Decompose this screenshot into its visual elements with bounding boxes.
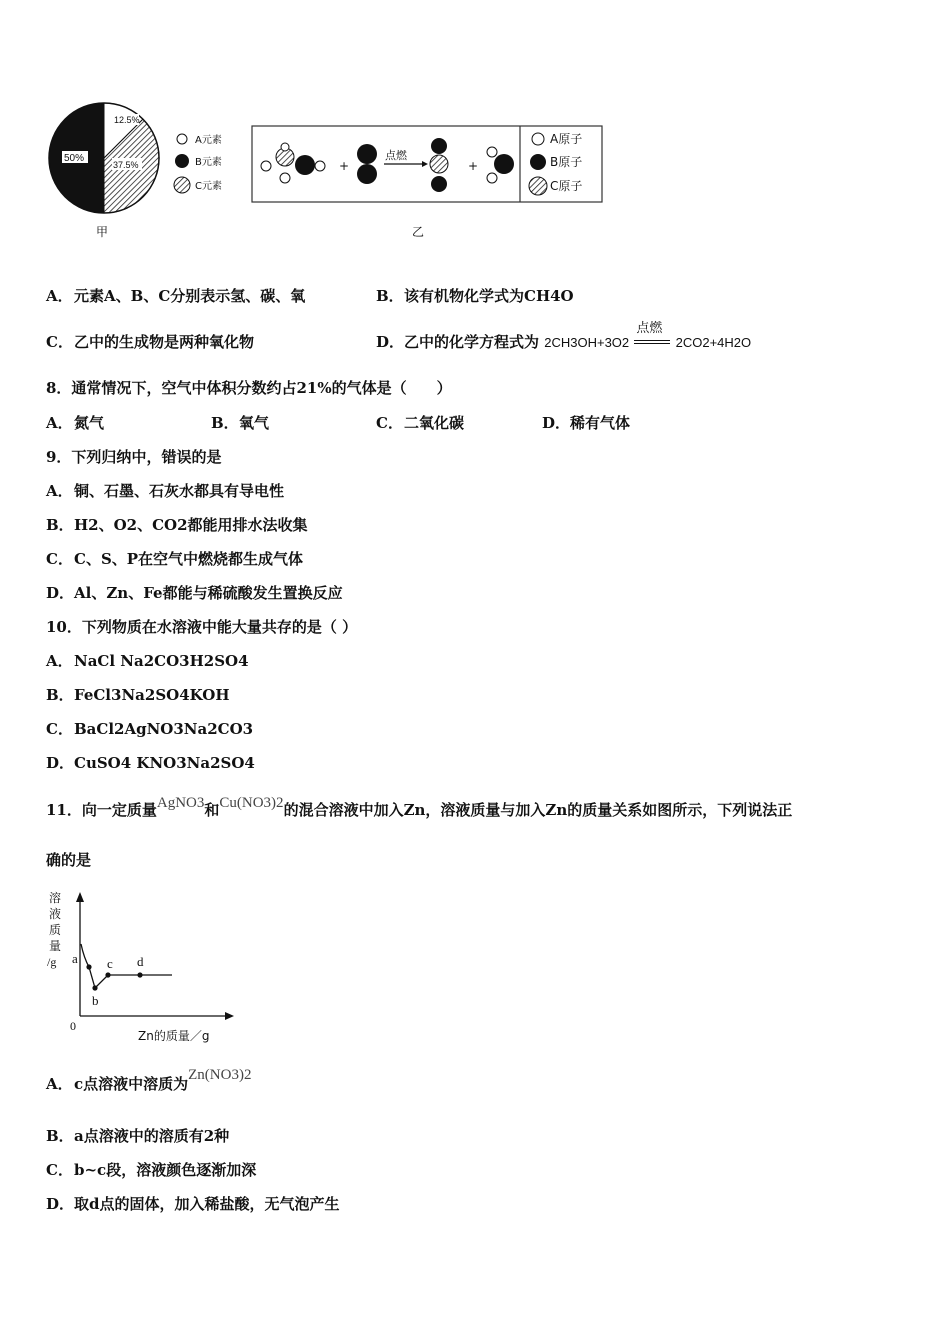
option-label: D． — [46, 1195, 75, 1213]
option-text: C、S、P在空气中燃烧都生成气体 — [74, 550, 304, 568]
label-d: d — [137, 954, 144, 969]
option-label: B． — [46, 516, 74, 534]
oxygen-molecule — [357, 144, 377, 184]
option-label: A． — [46, 414, 73, 432]
zn-nitrate-formula: Zn(NO3)2 — [188, 1067, 252, 1083]
q8-stem: 8．通常情况下，空气中体积分数约占21%的气体是（ ） — [46, 379, 452, 397]
q11-salt2: Cu(NO3)2 — [219, 795, 284, 811]
q10-stem: 10．下列物质在水溶液中能大量共存的是（ ） — [46, 618, 358, 636]
q11-salt1: AgNO3 — [156, 795, 205, 811]
pie-label-c: 37.5% — [113, 160, 139, 170]
q9-option-c[interactable] — [46, 549, 303, 569]
option-text: NaCl Na2CO3H2SO4 — [74, 652, 249, 670]
pie-legend-c: C元素 — [195, 181, 222, 192]
pie-label-a: 12.5% — [114, 115, 140, 125]
option-text: 该有机物化学式为CH4O — [404, 287, 574, 305]
y-label-4: 量 — [49, 939, 62, 953]
pie-caption: 甲 — [96, 225, 109, 239]
option-text: FeCl3Na2SO4KOH — [74, 686, 230, 704]
pie-legend-a: A元素 — [195, 135, 222, 146]
q10-option-a[interactable] — [46, 651, 249, 671]
y-label-5: /g — [47, 955, 57, 969]
option-text: CuSO4 KNO3Na2SO4 — [74, 754, 255, 772]
q10-option-b[interactable] — [46, 685, 230, 705]
option-text: Al、Zn、Fe都能与稀硫酸发生置换反应 — [74, 584, 343, 602]
q8-option-a[interactable] — [46, 413, 104, 433]
option-label: A． — [46, 1075, 73, 1093]
option-text: 稀有气体 — [570, 414, 631, 432]
q8-option-d[interactable] — [542, 413, 630, 433]
option-text: 二氧化碳 — [404, 414, 465, 432]
option-label: C． — [46, 720, 73, 738]
water-molecule — [487, 147, 514, 183]
pie-legend — [174, 133, 222, 193]
option-label: D． — [46, 754, 75, 772]
q11-stem-part2: 和 — [204, 801, 220, 819]
reaction-legend-b: B原子 — [550, 155, 583, 169]
reaction-caption: 乙 — [412, 225, 425, 239]
co2-molecule — [430, 138, 448, 192]
option-text: a点溶液中的溶质有2种 — [74, 1127, 230, 1145]
q7-option-c[interactable] — [46, 332, 254, 352]
option-text: H2、O2、CO2都能用排水法收集 — [74, 516, 308, 534]
option-text: c点溶液中溶质为 — [74, 1075, 189, 1093]
option-label: C． — [376, 414, 403, 432]
option-label: C． — [46, 1161, 73, 1179]
q11-option-d[interactable] — [46, 1194, 340, 1214]
equation-arrow — [634, 321, 670, 350]
q7-option-a[interactable] — [46, 286, 305, 306]
equation-right: 2CO2+4H2O — [675, 335, 752, 350]
option-text: 元素A、B、C分别表示氢、碳、氧 — [74, 287, 306, 305]
q11-stem — [46, 796, 792, 825]
option-text: 氮气 — [74, 414, 105, 432]
q11-option-c[interactable] — [46, 1160, 256, 1180]
q8-option-c[interactable] — [376, 413, 464, 433]
q11-graph — [44, 888, 244, 1048]
option-label: A． — [46, 652, 73, 670]
plus-1: + — [339, 159, 350, 173]
label-a: a — [72, 951, 78, 966]
methanol-molecule — [261, 143, 325, 183]
option-label: D． — [376, 333, 405, 351]
equation-condition: 点燃 — [636, 321, 663, 336]
plus-2: + — [468, 159, 479, 173]
option-label: C． — [46, 333, 73, 351]
q9-option-b[interactable] — [46, 515, 308, 535]
option-label: A． — [46, 482, 73, 500]
option-label: D． — [542, 414, 571, 432]
option-label: B． — [46, 686, 74, 704]
q8-option-b[interactable] — [211, 413, 269, 433]
option-text: b~c段，溶液颜色逐渐加深 — [74, 1161, 257, 1179]
reaction-diagram — [252, 126, 602, 202]
option-text: 铜、石墨、石灰水都具有导电性 — [74, 482, 285, 500]
q10-option-c[interactable] — [46, 719, 253, 739]
label-b: b — [92, 993, 99, 1008]
q9-stem: 9．下列归纳中，错误的是 — [46, 448, 222, 466]
pie-and-reaction-figure — [44, 96, 614, 246]
q9-option-a[interactable] — [46, 481, 284, 501]
q11-option-b[interactable] — [46, 1126, 229, 1146]
option-text: BaCl2AgNO3Na2CO3 — [74, 720, 254, 738]
q7-option-b[interactable] — [376, 286, 574, 306]
option-label: B． — [46, 1127, 74, 1145]
y-label-2: 液 — [49, 907, 62, 921]
y-label-3: 质 — [49, 923, 62, 937]
option-label: B． — [211, 414, 239, 432]
top-figure — [44, 96, 614, 246]
point-c — [105, 972, 110, 977]
reaction-legend-a: A原子 — [550, 132, 583, 146]
option-label: D． — [46, 584, 75, 602]
pie-chart — [49, 103, 159, 213]
q11-stem-continued: 确的是 — [46, 851, 92, 869]
q7-option-d[interactable] — [376, 321, 752, 353]
q11-stem-part3: 的混合溶液中加入Zn，溶液质量与加入Zn的质量关系如图所示，下列说法正 — [283, 801, 793, 819]
x-axis-label: Zn的质量／g — [138, 1029, 210, 1043]
reaction-legend-c: C原子 — [550, 179, 583, 193]
q11-option-a[interactable] — [46, 1067, 252, 1099]
label-c: c — [107, 956, 113, 971]
point-a — [86, 964, 91, 969]
mass-graph — [44, 888, 244, 1048]
option-text: 氧气 — [239, 414, 270, 432]
point-d — [137, 972, 142, 977]
option-label: B． — [376, 287, 404, 305]
mass-curve — [81, 944, 172, 988]
pie-label-b: 50% — [64, 153, 85, 164]
point-b — [92, 985, 97, 990]
q11-stem-part1: 11．向一定质量 — [46, 801, 157, 819]
origin-label: 0 — [70, 1019, 76, 1033]
reaction-condition: 点燃 — [385, 149, 407, 162]
option-text: 乙中的生成物是两种氧化物 — [74, 333, 255, 351]
option-text: 乙中的化学方程式为 — [404, 333, 540, 351]
option-text: 取d点的固体，加入稀盐酸，无气泡产生 — [74, 1195, 340, 1213]
option-label: A． — [46, 287, 73, 305]
q10-option-d[interactable] — [46, 753, 255, 773]
pie-legend-b: B元素 — [195, 157, 222, 168]
y-label-1: 溶 — [49, 891, 62, 905]
option-label: C． — [46, 550, 73, 568]
q9-option-d[interactable] — [46, 583, 343, 603]
equation-left: 2CH3OH+3O2 — [544, 335, 630, 350]
